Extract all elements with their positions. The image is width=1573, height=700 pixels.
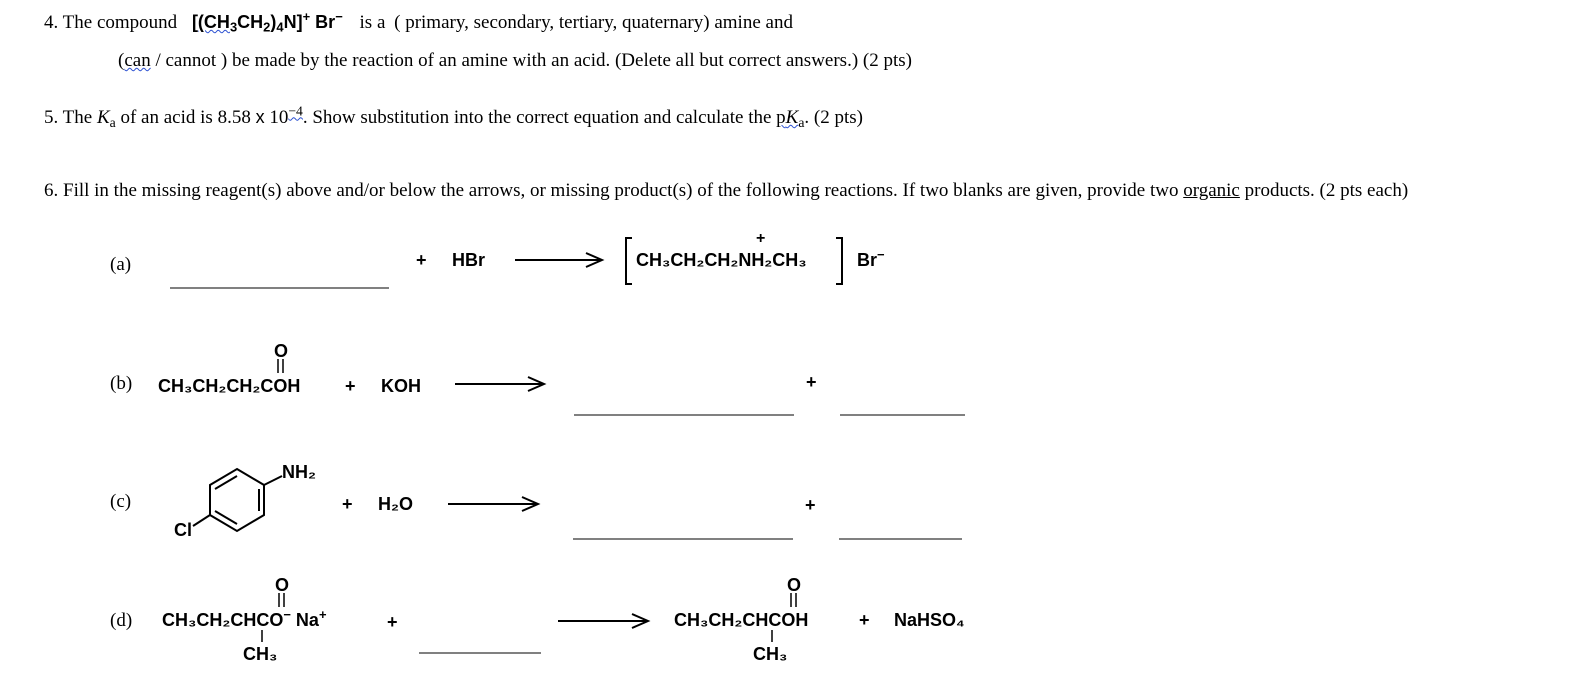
reaction-b-carbonyl-o: O	[274, 341, 289, 361]
question-4-line-2-rest: / cannot ) be made by the reaction of an amine with an acid. (Delete all but correct answers.) (2 pts)	[150, 50, 912, 71]
question-4-line-2: (can / cannot ) be made by the reaction of an amine with an acid. (Delete all but correct answers.) (2 pts)	[118, 50, 912, 71]
reaction-b-reactant: CH₃CH₂CH₂COH	[158, 376, 301, 396]
reaction-c-plus: +	[342, 494, 353, 514]
reaction-a-label: (a)	[110, 254, 132, 275]
question-5: 5. The $K_a$ of an acid is 8.58 x $10^{-4}$. Show substitution into the correct equation and calculate the $pK_a$. (2 pts)	[44, 103, 863, 130]
organic-underlined: organic	[1183, 180, 1240, 201]
reaction-c-reagent: H₂O	[378, 494, 413, 514]
reaction-a-product: CH₃CH₂CH₂NH₂CH₃	[636, 250, 807, 270]
question-4-text-a: The compound	[62, 12, 178, 33]
reaction-d-methyl1: CH₃	[243, 644, 278, 664]
reaction-d-carbonyl-o2: O	[787, 575, 802, 595]
reaction-b-reagent: KOH	[381, 376, 421, 396]
arrow-c	[448, 497, 538, 511]
question-4-number: 4.	[44, 12, 59, 33]
question-5-number: 5.	[44, 107, 59, 128]
reaction-d-methyl2: CH₃	[753, 644, 788, 664]
amine-type-choices: ( primary, secondary, tertiary, quaternary) amine and	[394, 12, 793, 33]
arrow-a	[515, 253, 602, 267]
reaction-d-plus: +	[387, 612, 398, 632]
reaction-d-label: (d)	[110, 610, 133, 631]
reaction-c-plus-products: +	[805, 495, 816, 515]
question-6-number: 6.	[44, 180, 59, 201]
reaction-b-label: (b)	[110, 373, 133, 394]
question-4-text-b: is a	[359, 12, 386, 33]
reaction-c-label: (c)	[110, 491, 132, 512]
reaction-d-reactant: CH₃CH₂CHCO− Na+	[162, 606, 327, 630]
reaction-d-plus-products: +	[859, 610, 870, 630]
reaction-b-plus-products: +	[806, 372, 817, 392]
question-6: 6. Fill in the missing reagent(s) above and/or below the arrows, or missing product(s) of the following reactions. If two blanks are given, provide two organic products. (2 pts each)	[44, 180, 1409, 201]
arrow-b	[455, 377, 544, 391]
arrow-d	[558, 614, 648, 628]
benzene-ring	[193, 469, 282, 531]
ammonium-charge: +	[756, 230, 766, 247]
reaction-a-reagent: HBr	[452, 250, 486, 270]
can-choice: can	[124, 50, 151, 71]
reaction-d-carbonyl-o1: O	[275, 575, 290, 595]
reaction-a-plus: +	[416, 250, 427, 270]
amine-group: NH₂	[282, 462, 316, 482]
reaction-d-product: CH₃CH₂CHCOH	[674, 610, 809, 630]
reaction-d-byproduct: NaHSO₄	[894, 610, 965, 630]
chloro-substituent: Cl	[174, 520, 192, 540]
reaction-b-plus: +	[345, 376, 356, 396]
reaction-a-counterion: Br−	[857, 246, 885, 270]
compound-formula: $[(CH_3CH_2)_4N]^+$ Br−	[191, 8, 343, 35]
